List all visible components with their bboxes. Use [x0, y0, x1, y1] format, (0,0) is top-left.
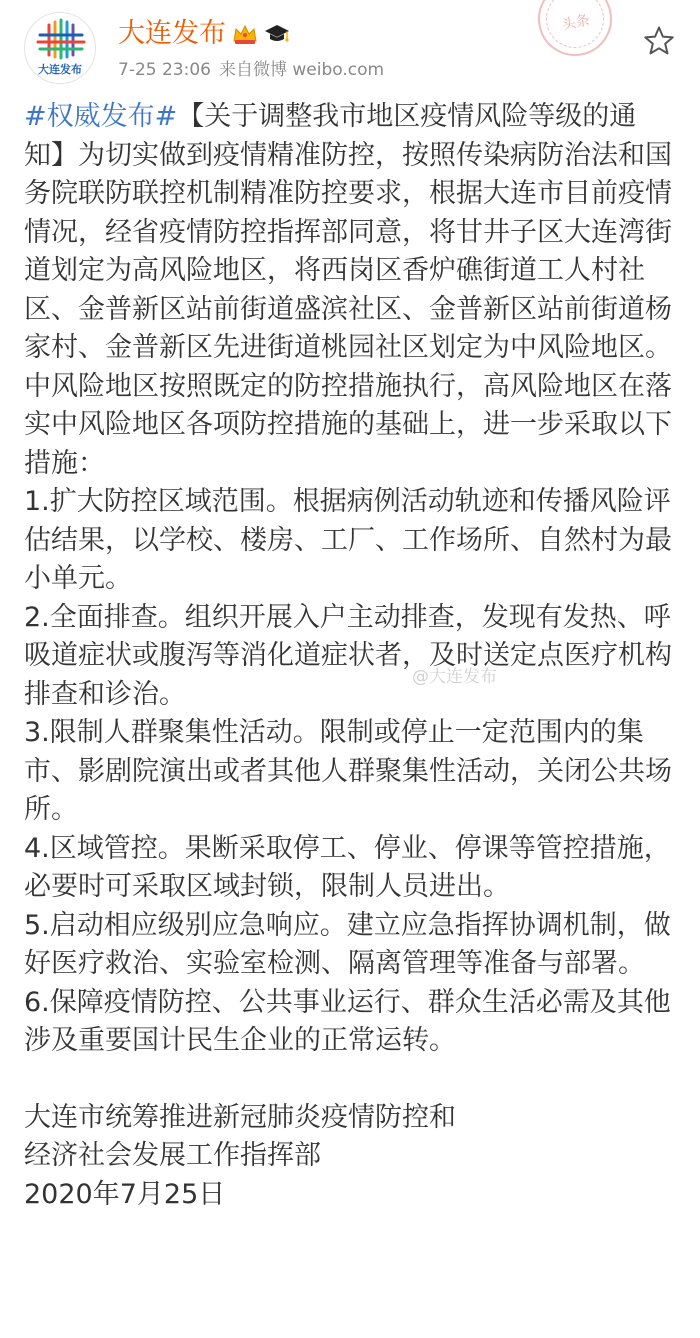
post-header	[0, 0, 700, 100]
signoff-line: 大连市统筹推进新冠肺炎疫情防控和	[24, 1101, 456, 1133]
post-meta	[118, 58, 384, 82]
measure-item: 3.限制人群聚集性活动。限制或停止一定范围内的集市、影剧院演出或者其他人群聚集性活动，关闭公共场所。	[24, 717, 672, 825]
paragraph-spacer	[24, 1061, 676, 1099]
crown-vip-icon	[232, 23, 258, 45]
signoff-date: 2020年7月25日	[24, 1178, 226, 1210]
hashtag-link[interactable]: #权威发布#	[24, 101, 178, 132]
measure-item: 6.保障疫情防控、公共事业运行、群众生活必需及其他涉及重要国计民生企业的正常运转。	[24, 986, 671, 1056]
graduation-cap-icon	[264, 23, 290, 45]
post-body	[24, 98, 676, 1214]
measure-item: 1.扩大防控区域范围。根据病例活动轨迹和传播风险评估结果，以学校、楼房、工厂、工作场所、自然村为最小单元。	[24, 486, 672, 594]
measure-item: 5.启动相应级别应急响应。建立应急指挥协调机制，做好医疗救治、实验室检测、隔离管理等准备与部署。	[24, 909, 671, 979]
weibo-watermark: @大连发布	[412, 667, 497, 687]
avatar[interactable]	[24, 12, 96, 84]
post-source[interactable]: 来自微博 weibo.com	[218, 60, 385, 80]
avatar-label: 大连发布	[38, 63, 82, 76]
account-name[interactable]	[118, 14, 290, 54]
account-name-text: 大连发布	[118, 18, 226, 49]
post-timestamp: 7-25 23:06	[118, 60, 211, 80]
stamp-label: 头条	[560, 12, 592, 34]
post-intro: 【关于调整我市地区疫情风险等级的通知】为切实做到疫情精准防控，按照传染病防治法和国务院联防联控机制精准防控要求，根据大连市目前疫情情况，经省疫情防控指挥部同意，将甘井子区大连湾街道划定为高风险地区，将西岗区香炉礁街道工人村社区、金普新区站前街道盛滨社区、金普新区站前街道杨家村、金普新区先进街道桃园社区划定为中风险地区。中风险地区按照既定的防控措施执行，高风险地区在落实中风险地区各项防控措施的基础上，进一步采取以下措施：	[24, 101, 672, 479]
headline-stamp	[531, 0, 619, 63]
favorite-button[interactable]	[642, 24, 676, 58]
star-outline-icon	[642, 24, 676, 58]
measure-item: 2.全面排查。组织开展入户主动排查，发现有发热、呼吸道症状或腹泻等消化道症状者，及时送定点医疗机构排查和诊治。	[24, 601, 672, 710]
measure-item: 4.区域管控。果断采取停工、停业、停课等管控措施，必要时可采取区域封锁，限制人员进出。	[24, 832, 671, 902]
signoff-line: 经济社会发展工作指挥部	[24, 1140, 321, 1171]
